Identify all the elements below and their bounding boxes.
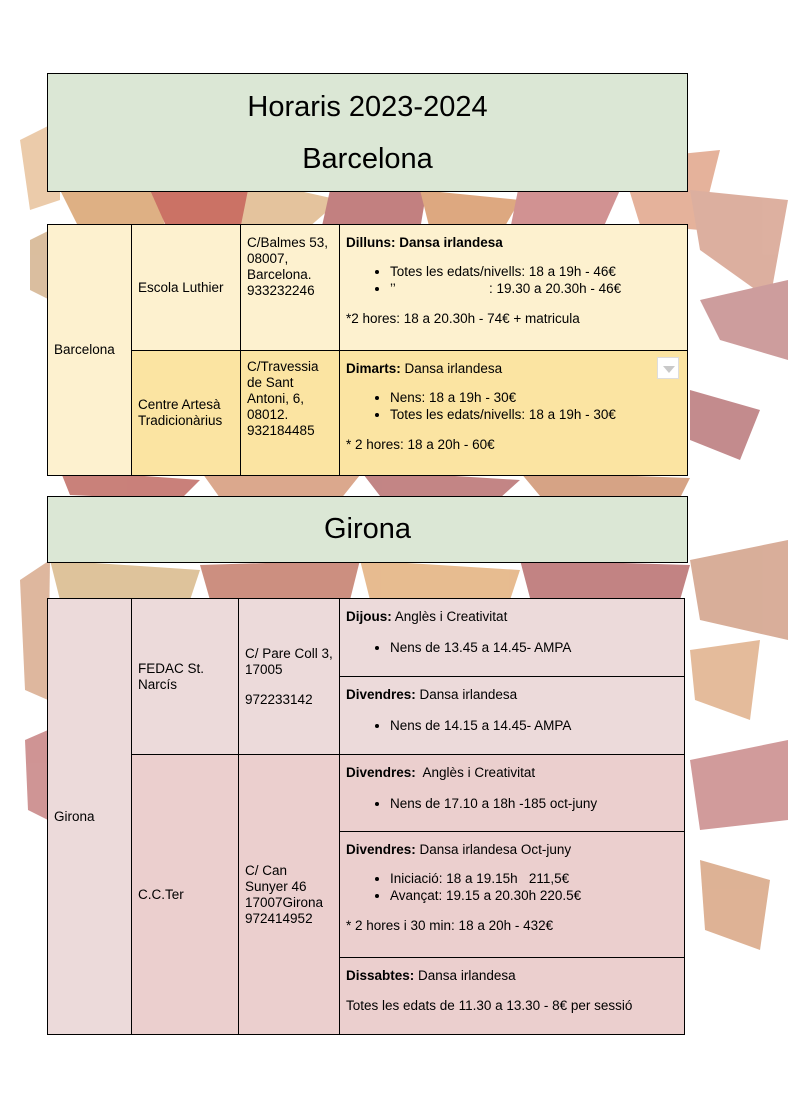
list-item: • Totes les edats/nivells: 18 a 19h - 46€ xyxy=(390,263,681,280)
city-cell: Girona xyxy=(48,599,132,1035)
schedule-cell xyxy=(340,755,685,832)
schedule-cell xyxy=(340,599,685,677)
session-text: Totes les edats de 11.30 a 13.30 - 8€ per sessió xyxy=(346,998,633,1013)
list-item: • ’’ : 19.30 a 20.30h - 46€ xyxy=(390,280,681,297)
activity-label: Dansa irlandesa xyxy=(404,361,503,376)
price-note: *2 hores: 18 a 20.30h - 74€ + matricula xyxy=(346,311,580,326)
address-cell: C/ Can Sunyer 46 17007Girona 972414952 xyxy=(239,755,340,1035)
list-item: • Nens: 18 a 19h - 30€ xyxy=(390,389,681,406)
activity-label: Anglès i Creativitat xyxy=(415,765,536,780)
cell-dropdown-button[interactable] xyxy=(657,357,679,379)
address-cell: C/ Pare Coll 3, 17005 972233142 xyxy=(239,599,340,755)
school-cell: Escola Luthier xyxy=(132,225,241,351)
schedule-cell xyxy=(340,958,685,1035)
address-cell: C/Travessia de Sant Antoni, 6, 08012. 932184485 xyxy=(241,351,340,476)
list-item: • Nens de 14.15 a 14.45- AMPA xyxy=(390,717,678,734)
list-item: • Nens de 13.45 a 14.45- AMPA xyxy=(390,639,678,656)
school-cell: FEDAC St. Narcís xyxy=(132,599,239,755)
title-banner xyxy=(47,73,688,192)
price-note: * 2 hores: 18 a 20h - 60€ xyxy=(346,437,495,452)
school-cell: C.C.Ter xyxy=(132,755,239,1035)
phone-number: 972233142 xyxy=(245,691,313,707)
list-item: • Avançat: 19.15 a 20.30h 220.5€ xyxy=(390,887,678,904)
list-item: • Iniciació: 18 a 19.15h 211,5€ xyxy=(390,870,678,887)
day-label: Dijous: xyxy=(346,609,392,624)
activity-label: Dansa irlandesa xyxy=(399,235,503,250)
girona-schedule-table xyxy=(47,598,685,1035)
activity-label: Dansa irlandesa xyxy=(419,687,518,702)
activity-label: Anglès i Creativitat xyxy=(394,609,508,624)
city-cell: Barcelona xyxy=(48,225,132,476)
city-heading-girona: Girona xyxy=(323,513,412,545)
city-heading-barcelona: Barcelona xyxy=(302,143,433,175)
activity-label: Dansa irlandesa xyxy=(418,968,516,983)
city-banner-girona xyxy=(47,496,688,563)
day-label: Dilluns: xyxy=(346,235,396,250)
list-item: • Totes les edats/nivells: 18 a 19h - 30€ xyxy=(390,406,681,423)
schedule-cell xyxy=(340,677,685,755)
day-label: Divendres: xyxy=(346,765,416,780)
schedule-cell xyxy=(340,351,688,476)
page-title: Horaris 2023-2024 xyxy=(247,91,488,123)
activity-label: Dansa irlandesa Oct-juny xyxy=(419,842,572,857)
barcelona-schedule-table xyxy=(47,224,688,476)
schedule-cell xyxy=(340,832,685,958)
day-label: Divendres: xyxy=(346,842,416,857)
price-note: * 2 hores i 30 min: 18 a 20h - 432€ xyxy=(346,918,554,933)
day-label: Divendres: xyxy=(346,687,416,702)
address-cell: C/Balmes 53, 08007, Barcelona. 933232246 xyxy=(241,225,340,351)
school-cell: Centre Artesà Tradicionàrius xyxy=(132,351,241,476)
list-item: • Nens de 17.10 a 18h -185 oct-juny xyxy=(390,795,678,812)
day-label: Dimarts: xyxy=(346,361,401,376)
schedule-cell xyxy=(340,225,688,351)
day-label: Dissabtes: xyxy=(346,968,415,983)
